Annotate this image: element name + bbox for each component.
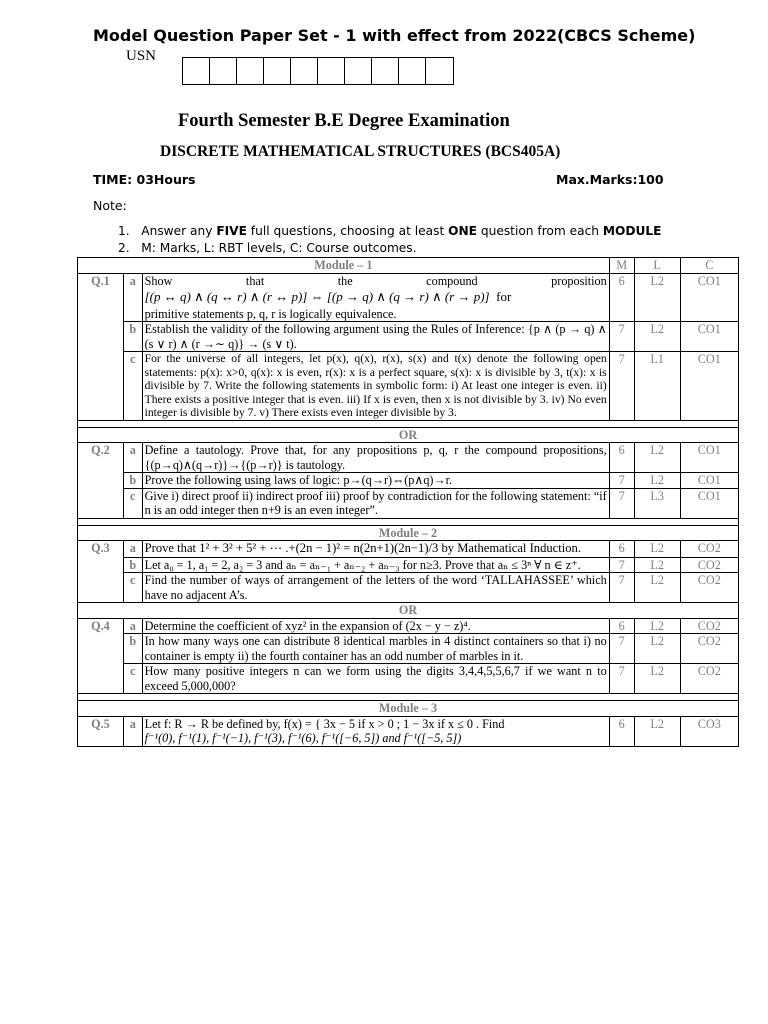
question-text-line: primitive statements p, q, r is logically equivalence. [144,306,397,321]
co-cell: CO2 [680,541,738,558]
usn-box [264,58,291,84]
question-formula [145,290,607,305]
question-number: Q.1 [78,273,124,420]
spacer-row [78,518,739,525]
sub-question-letter: a [123,541,142,558]
instruction-text: M: Marks, L: RBT levels, C: Course outcomes. [141,241,417,255]
co-cell: CO2 [680,618,738,634]
sub-question-letter: c [123,488,142,518]
sub-question-letter: a [123,716,142,746]
time-label: TIME: 03Hours [93,172,196,187]
formula-text: [(p ↔ q) ∧ (q ↔ r) ∧ (r ↔ p)] ⇔ [(p → q) ∧ (q → r) ∧ (r → p)] [144,289,490,304]
level-cell: L2 [634,618,680,634]
table-row [78,557,739,573]
sub-question-letter: c [123,664,142,694]
marks-cell: 6 [609,716,634,746]
sub-question-letter: b [123,557,142,573]
question-text [142,716,609,746]
instruction-bold: ONE [448,224,477,238]
co-cell: CO3 [680,716,738,746]
level-cell: L2 [634,664,680,694]
marks-cell: 7 [609,557,634,573]
table-row [78,322,739,352]
sub-question-letter: c [123,573,142,603]
level-cell: L1 [634,352,680,421]
module-title: Module – 3 [78,701,739,717]
spacer-row [78,694,739,701]
sub-question-letter: c [123,352,142,421]
marks-cell: 6 [609,443,634,473]
question-number: Q.5 [78,716,124,746]
formula-suffix: for [496,289,512,304]
usn-box [291,58,318,84]
question-text-line: Let f: R → R be defined by, f(x) = { 3x − 5 if x > 0 ; 1 − 3x if x ≤ 0 . Find [144,716,505,731]
marks-cell: 7 [609,352,634,421]
note-label: Note: [93,198,127,213]
question-text-line: Show that the compound proposition [144,273,607,288]
level-cell: L2 [634,634,680,664]
table-row [78,443,739,473]
usn-label: USN [126,48,157,64]
level-cell: L2 [634,473,680,489]
question-text: Determine the coefficient of xyz² in the expansion of (2x − y − z)⁴. [142,618,609,634]
co-cell: CO2 [680,664,738,694]
marks-cell: 6 [609,273,634,322]
usn-box [399,58,426,84]
max-marks-label: Max.Marks:100 [556,172,664,187]
question-number: Q.4 [78,618,124,694]
co-cell: CO1 [680,443,738,473]
question-text: For the universe of all integers, let p(x), q(x), r(x), s(x) and t(x) denote the following open statements: p(x): x>0, q(x): x is even, r(x): x is a perfect square, s(x): x is divisible by 3, t(x): x is divisible by 7. Write the following statements in symbolic form: i) At least one integer is even. ii) There exists a positive integer that is even. iii) If x is even, then x is not divisible by 3. iv) No even integer is divisible by 7. v) There exists even integer divisible by 3. [142,352,609,421]
marks-cell: 7 [609,488,634,518]
usn-box [345,58,372,84]
question-table [77,257,739,747]
marks-cell: 7 [609,473,634,489]
co-cell: CO1 [680,473,738,489]
question-text: Prove that 1² + 3² + 5² + ⋯ .+(2n − 1)² = n(2n+1)(2n−1)/3 by Mathematical Induction. [142,541,609,558]
module-title: Module – 1 [78,258,610,274]
question-text: Define a tautology. Prove that, for any propositions p, q, r the compound propositions, {(p→q)∧(q→r)}→{(p→r)} is tautology. [142,443,609,473]
sub-question-letter: a [123,443,142,473]
usn-box [183,58,210,84]
question-number: Q.3 [78,541,124,603]
module-title: Module – 2 [78,525,739,541]
question-text [142,273,609,322]
marks-cell: 6 [609,541,634,558]
sub-question-letter: b [123,322,142,352]
usn-box [210,58,237,84]
or-row [78,603,739,619]
question-text: How many positive integers n can we form using the digits 3,4,4,5,5,6,7 if we want n to exceed 5,000,000? [142,664,609,694]
question-number: Q.2 [78,443,124,519]
sub-question-letter: a [123,273,142,322]
instruction-text: Answer any [141,224,217,238]
level-cell: L3 [634,488,680,518]
sub-question-letter: a [123,618,142,634]
level-cell: L2 [634,541,680,558]
instruction-1 [118,224,662,238]
sub-question-letter: b [123,473,142,489]
question-text-line: f⁻¹(0), f⁻¹(1), f⁻¹(−1), f⁻¹(3), f⁻¹(6), f⁻¹([−6, 5]) and f⁻¹([−5, 5]) [144,731,462,746]
exam-title: Fourth Semester B.E Degree Examination [178,111,510,131]
question-text: Establish the validity of the following argument using the Rules of Inference: {p ∧ (p → q) ∧ (s ∨ r) ∧ (r →∼ q)} → (s ∨ t). [142,322,609,352]
table-row [78,273,739,322]
co-cell: CO1 [680,488,738,518]
instruction-number: 2. [118,241,130,255]
co-cell: CO2 [680,557,738,573]
instruction-bold: FIVE [216,224,247,238]
co-cell: CO2 [680,573,738,603]
instruction-2 [118,241,417,255]
usn-box [237,58,264,84]
co-cell: CO2 [680,634,738,664]
table-row [78,716,739,746]
usn-box [318,58,345,84]
table-row [78,573,739,603]
marks-cell: 7 [609,322,634,352]
table-row [78,473,739,489]
module-header-row [78,258,739,274]
paper-title: Model Question Paper Set - 1 with effect from 2022(CBCS Scheme) [93,26,696,45]
or-row [78,427,739,443]
instruction-number: 1. [118,224,130,238]
level-column-header: L [634,258,680,274]
marks-cell: 7 [609,664,634,694]
marks-cell: 7 [609,634,634,664]
subject-title: DISCRETE MATHEMATICAL STRUCTURES (BCS405A) [160,143,561,160]
usn-box [426,58,453,84]
instruction-text: full questions, choosing at least [246,224,449,238]
level-cell: L2 [634,557,680,573]
question-text: Let a₀ = 1, a₁ = 2, a₂ = 3 and aₙ = aₙ₋₁ + aₙ₋₂ + aₙ₋₃ for n≥3. Prove that aₙ ≤ 3ⁿ ∀ n ∈ z⁺. [142,557,609,573]
level-cell: L2 [634,273,680,322]
co-column-header: C [680,258,738,274]
usn-boxes [182,57,454,85]
table-row [78,618,739,634]
table-row [78,634,739,664]
usn-box [372,58,399,84]
spacer-row [78,420,739,427]
level-cell: L2 [634,443,680,473]
co-cell: CO1 [680,322,738,352]
module-header-row [78,525,739,541]
sub-question-letter: b [123,634,142,664]
table-row [78,488,739,518]
or-separator: OR [78,427,739,443]
level-cell: L2 [634,716,680,746]
co-cell: CO1 [680,273,738,322]
question-text: In how many ways one can distribute 8 identical marbles in 4 distinct containers so that i) no container is empty ii) the fourth container has an odd number of marbles in it. [142,634,609,664]
co-cell: CO1 [680,352,738,421]
question-text: Find the number of ways of arrangement of the letters of the word ‘TALLAHASSEE’ which have no adjacent A’s. [142,573,609,603]
question-text: Prove the following using laws of logic: p→(q→r)⇔(p∧q)→r. [142,473,609,489]
table-row [78,541,739,558]
marks-cell: 6 [609,618,634,634]
table-row [78,352,739,421]
or-separator: OR [78,603,739,619]
level-cell: L2 [634,322,680,352]
marks-cell: 7 [609,573,634,603]
level-cell: L2 [634,573,680,603]
module-header-row [78,701,739,717]
table-row [78,664,739,694]
marks-column-header: M [609,258,634,274]
question-text: Give i) direct proof ii) indirect proof iii) proof by contradiction for the following statement: “if n is an odd integer then n+9 is an even integer”. [142,488,609,518]
instruction-bold: MODULE [602,224,662,238]
instruction-text: question from each [477,224,603,238]
